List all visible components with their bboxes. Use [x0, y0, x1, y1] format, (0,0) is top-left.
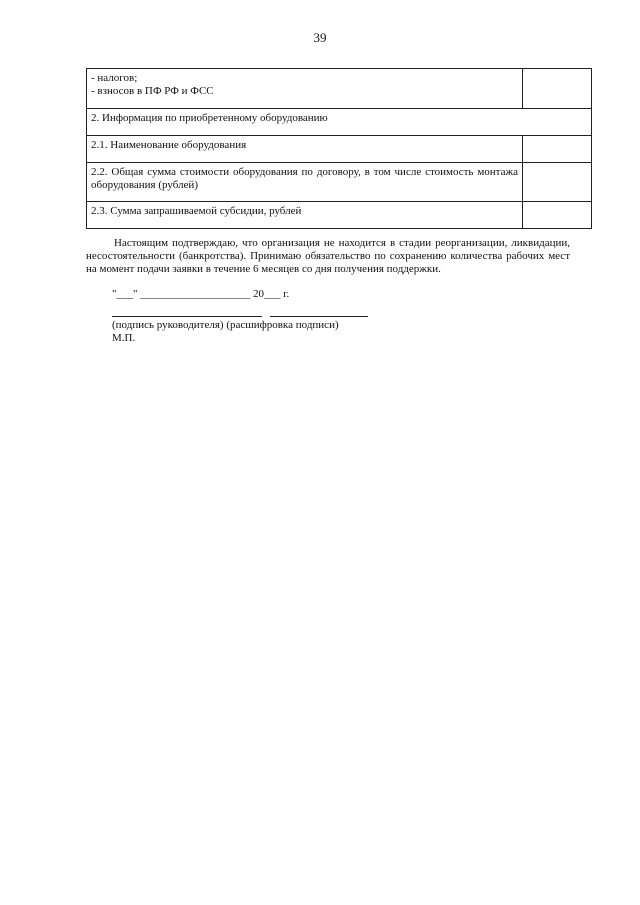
page-number: 39 — [313, 30, 327, 45]
signature-caption: (подпись руководителя) (расшифровка подписи) — [112, 319, 339, 331]
subsidy-info-table — [86, 68, 592, 229]
declaration-paragraph: Настоящим подтверждаю, что организация не находится в стадии реорганизации, ликвидации, несостоятельности (банкротства). Принимаю обязательство по сохранению количества рабочих мест на момент подачи заявки в течение 6 месяцев со дня получения поддержки. — [86, 237, 570, 275]
signature-underline — [112, 316, 262, 317]
stamp-mark: М.П. — [112, 332, 136, 344]
date-line: "___" ____________________ 20___ г. — [112, 288, 290, 300]
table-row — [87, 202, 592, 229]
taxes-line: - налогов; — [91, 72, 138, 84]
equipment-name-value[interactable] — [523, 136, 592, 163]
signature-lines — [112, 316, 368, 317]
table-cell-label — [87, 69, 523, 109]
equipment-cost-label: 2.2. Общая сумма стоимости оборудования по договору, в том числе стоимость монтажа оборудования (рублей) — [87, 163, 523, 202]
subsidy-amount-value[interactable] — [523, 202, 592, 229]
contributions-line: - взносов в ПФ РФ и ФСС — [91, 85, 214, 97]
name-underline — [270, 316, 368, 317]
table-row — [87, 163, 592, 202]
table-cell-value[interactable] — [523, 69, 592, 109]
table-row — [87, 109, 592, 136]
equipment-cost-value[interactable] — [523, 163, 592, 202]
equipment-name-label: 2.1. Наименование оборудования — [87, 136, 523, 163]
section-heading-equipment: 2. Информация по приобретенному оборудованию — [87, 109, 592, 136]
table-row — [87, 136, 592, 163]
subsidy-amount-label: 2.3. Сумма запрашиваемой субсидии, рублей — [87, 202, 523, 229]
table-row — [87, 69, 592, 109]
